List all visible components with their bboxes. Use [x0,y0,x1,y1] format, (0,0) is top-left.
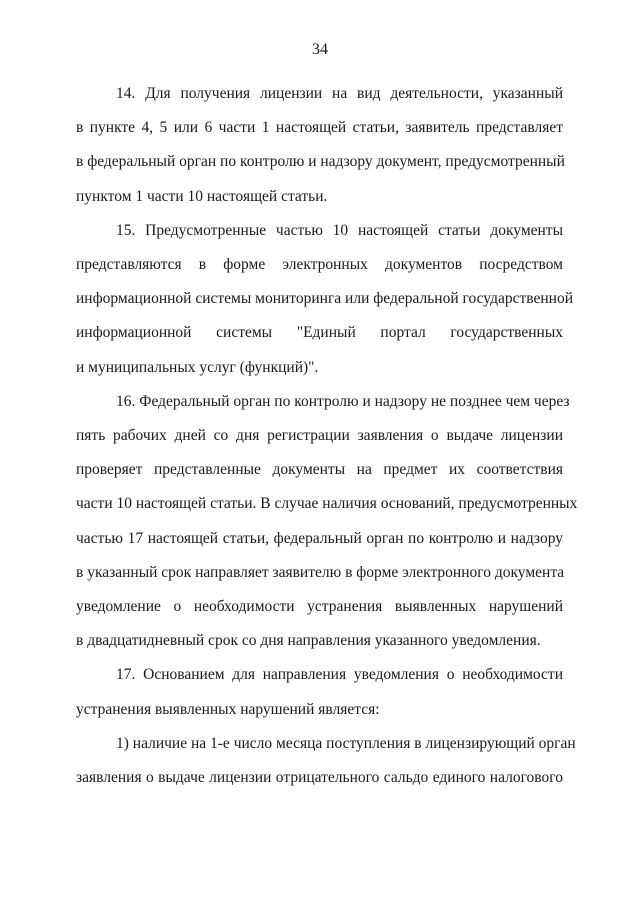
paragraph-line: пять рабочих дней со дня регистрации заявления о выдаче лицензии [76,427,563,445]
paragraph-line: в пункте 4, 5 или 6 части 1 настоящей статьи, заявитель представляет [76,119,563,137]
paragraph-line: информационной системы мониторинга или федеральной государственной [76,290,573,308]
paragraph-line: 16. Федеральный орган по контролю и надзору не позднее чем через [116,392,570,410]
paragraph-line: в федеральный орган по контролю и надзору документ, предусмотренный [76,153,565,171]
paragraph-line: 15. Предусмотренные частью 10 настоящей статьи документы [116,221,563,239]
page-number: 34 [312,41,328,58]
paragraph-line: представляются в форме электронных документов посредством [76,256,563,274]
paragraph-line: устранения выявленных нарушений является: [76,700,380,718]
paragraph-line: заявления о выдаче лицензии отрицательного сальдо единого налогового [76,769,563,787]
paragraph-16 [76,385,578,659]
paragraph-line: в указанный срок направляет заявителю в форме электронного документа [76,563,565,581]
paragraph-15 [76,214,573,385]
paragraph-line: 17. Основанием для направления уведомления о необходимости [116,666,563,684]
paragraph-line: проверяет представленные документы на предмет их соответствия [76,461,563,479]
paragraph-line: уведомление о необходимости устранения выявленных нарушений [76,598,563,616]
paragraph-line: и муниципальных услуг (функций)". [76,358,319,376]
paragraph-14 [76,77,563,214]
paragraph-line: части 10 настоящей статьи. В случае наличия оснований, предусмотренных [76,495,578,513]
paragraph-line: 1) наличие на 1-е число месяца поступления в лицензирующий орган [116,734,576,752]
paragraph-line: информационной системы "Единый портал государственных [76,324,563,342]
paragraph-17 [76,658,563,726]
paragraph-line: в двадцатидневный срок со дня направления указанного уведомления. [76,632,541,650]
paragraph-17-item-1 [76,727,576,795]
paragraph-line: пунктом 1 части 10 настоящей статьи. [76,187,328,205]
paragraph-line: частью 17 настоящей статьи, федеральный орган по контролю и надзору [76,529,563,547]
document-body [76,77,578,795]
paragraph-line: 14. Для получения лицензии на вид деятельности, указанный [116,85,563,102]
